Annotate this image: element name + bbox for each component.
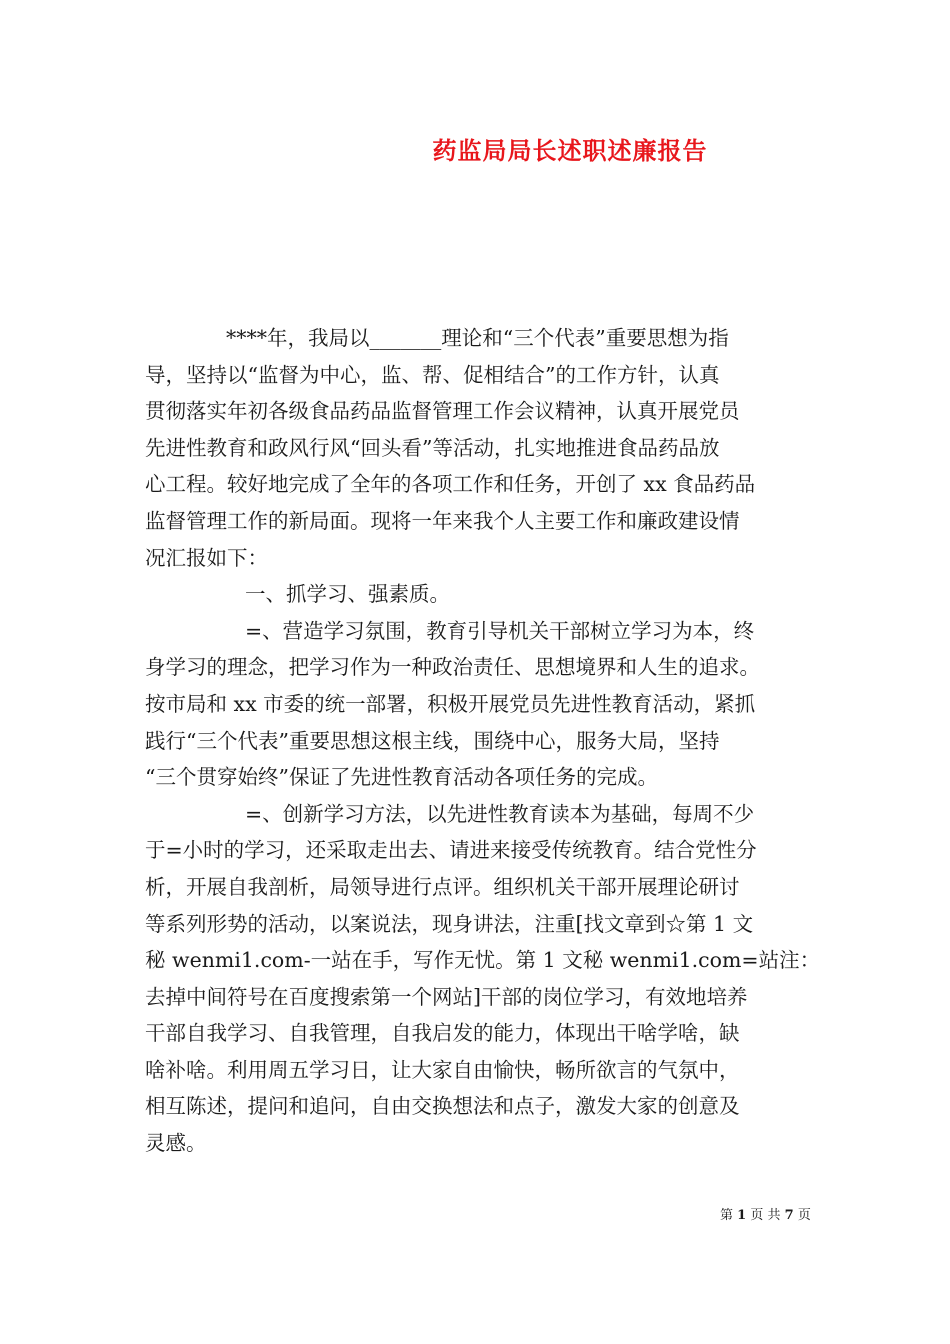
- footer-total-pages: 7: [784, 1208, 794, 1223]
- paragraph-line: 于=小时的学习，还采取走出去、请进来接受传统教育。结合党性分: [145, 838, 757, 863]
- document-title: 药监局局长述职述廉报告: [432, 136, 708, 165]
- paragraph-line: 啥补啥。利用周五学习日，让大家自由愉快，畅所欲言的气氛中，: [145, 1057, 740, 1082]
- footer-suffix: 页: [797, 1208, 811, 1223]
- paragraph-line: 秘 wenmi1.com-一站在手，写作无忧。第 1 文秘 wenmi1.com=站注：: [145, 948, 821, 973]
- page-footer: [720, 1204, 811, 1223]
- paragraph-line: 按市局和 xx 市委的统一部署，积极开展党员先进性教育活动，紧抓: [145, 691, 756, 716]
- paragraph-line: “三个贯穿始终”保证了先进性教育活动各项任务的完成。: [145, 765, 658, 790]
- paragraph-line: 心工程。较好地完成了全年的各项工作和任务，开创了 xx 食品药品: [145, 472, 756, 497]
- paragraph-line: 相互陈述，提问和追问，自由交换想法和点子，激发大家的创意及: [145, 1094, 740, 1119]
- paragraph-line: 贯彻落实年初各级食品药品监督管理工作会议精神，认真开展党员: [145, 399, 740, 424]
- paragraph-line: =、创新学习方法，以先进性教育读本为基础，每周不少: [245, 801, 755, 826]
- paragraph-line: 导，坚持以“监督为中心，监、帮、促相结合”的工作方针，认真: [145, 362, 720, 387]
- document-body: [145, 320, 823, 1162]
- paragraph-line: 践行“三个代表”重要思想这根主线，围绕中心，服务大局，坚持: [145, 728, 720, 753]
- paragraph-line: 去掉中间符号在百度搜索第一个网站]干部的岗位学习，有效地培养: [145, 984, 748, 1009]
- paragraph-line: =、营造学习氛围，教育引导机关干部树立学习为本，终: [245, 618, 755, 643]
- paragraph-line: 析，开展自我剖析，局领导进行点评。组织机关干部开展理论研讨: [145, 874, 740, 899]
- footer-prefix: 第: [720, 1208, 734, 1223]
- paragraph-line: 监督管理工作的新局面。现将一年来我个人主要工作和廉政建设情: [145, 508, 740, 533]
- section-heading: 一、抓学习、强素质。: [245, 582, 450, 607]
- paragraph-line: 灵感。: [145, 1131, 207, 1156]
- paragraph-line: ****年，我局以_______理论和“三个代表”重要思想为指: [226, 326, 729, 350]
- footer-page-number: 1: [737, 1208, 747, 1223]
- paragraph-line: 身学习的理念，把学习作为一种政治责任、思想境界和人生的追求。: [145, 655, 760, 680]
- footer-middle: 页 共: [750, 1208, 781, 1223]
- paragraph-line: 干部自我学习、自我管理，自我启发的能力，体现出干啥学啥，缺: [145, 1021, 740, 1046]
- paragraph-line: 等系列形势的活动，以案说法，现身讲法，注重[找文章到☆第 1 文: [145, 911, 754, 936]
- paragraph-line: 先进性教育和政风行风“回头看”等活动，扎实地推进食品药品放: [145, 435, 720, 460]
- paragraph-line: 况汇报如下：: [145, 545, 268, 570]
